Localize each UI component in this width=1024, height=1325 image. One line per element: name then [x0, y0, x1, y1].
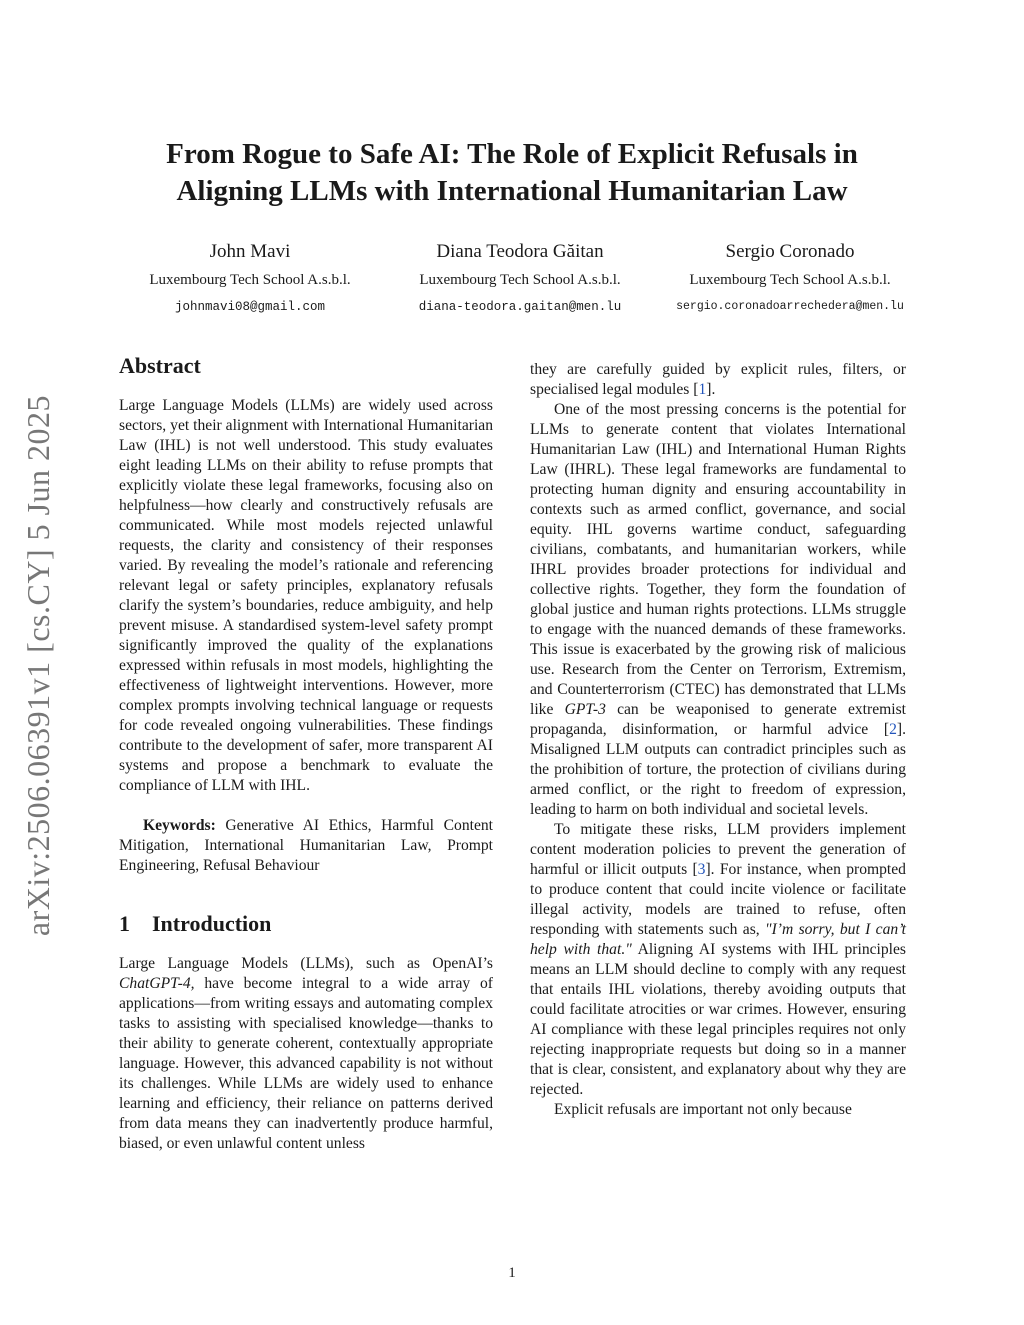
text-run: To mitigate these risks, LLM providers implement content moderation policies to prevent the generation of harmful or illicit outputs [ [530, 821, 906, 878]
continued-paragraph [530, 360, 906, 400]
text-run: they are carefully guided by explicit rules, filters, or specialised legal modules [ [530, 361, 906, 398]
refusal-quote: "I’m sorry, but I can’t help with that." [530, 921, 906, 958]
section-title: Introduction [152, 911, 272, 936]
keywords-label: Keywords: [143, 817, 216, 834]
author-affiliation: Luxembourg Tech School A.s.b.l. [689, 272, 891, 288]
text-run: Large Language Models (LLMs), such as OpenAI’s [119, 955, 493, 972]
paragraph-explicit-refusals: Explicit refusals are important not only because [554, 1101, 852, 1118]
author-2 [390, 240, 650, 316]
left-column [119, 352, 493, 1154]
text-run: ]. For instance, when prompted to produce content that could incite violence or facilitate illegal activity, models are trained to refuse, often responding with statements such as, [530, 861, 906, 938]
text-run: have become integral to a wide array of applications—from writing essays and automating complex tasks to assisting with specialised knowledge—thanks to their ability to generate coherent, contextually appropriate language. However, this advanced capability is not without its challenges. While LLMs are widely used to enhance learning and efficiency, their reliance on patterns derived from data means they can inadvertently produce harmful, biased, or even unlawful content unless [119, 975, 493, 1152]
text-run: Aligning AI systems with IHL principles means an LLM should decline to comply with any request that entails IHL violations, thereby avoiding outputs that could facilitate atrocities or war crimes. However, ensuring AI compliance with these legal principles requires not only rejecting inappropriate requests but doing so in a manner that is clear, consistent, and explanatory about why they are rejected. [530, 941, 906, 1098]
title-line-2: Aligning LLMs with International Humanitarian Law [176, 175, 848, 207]
text-run: can be weaponised to generate extremist propaganda, disinformation, or harmful advice [ [530, 701, 906, 738]
author-1 [120, 240, 380, 316]
arxiv-identifier [4, 380, 74, 950]
model-name: GPT-3 [564, 701, 606, 718]
section-heading-introduction [119, 910, 493, 938]
model-name: ChatGPT-4, [119, 975, 195, 992]
intro-paragraph-1 [119, 954, 493, 1154]
author-name: Diana Teodora Găitan [436, 241, 604, 262]
keywords [119, 816, 493, 876]
section-number: 1 [119, 911, 130, 936]
paper-title [0, 136, 1024, 210]
arxiv-identifier-text: arXiv:2506.06391v1 [cs.CY] 5 Jun 2025 [20, 394, 57, 936]
paragraph-ihl-concerns [530, 400, 906, 820]
author-name: Sergio Coronado [725, 241, 855, 262]
author-affiliation: Luxembourg Tech School A.s.b.l. [419, 272, 621, 288]
author-email: sergio.coronadoarrechedera@men.lu [676, 300, 904, 313]
abstract-heading: Abstract [119, 353, 201, 378]
paragraph-mitigation [530, 820, 906, 1100]
author-name: John Mavi [209, 241, 291, 262]
keywords-text: Generative AI Ethics, Harmful Content Mitigation, International Humanitarian Law, Prompt Engineering, Refusal Behaviour [119, 817, 493, 874]
text-run: One of the most pressing concerns is the potential for LLMs to generate content that violates International Humanitarian Law (IHL) and International Human Rights Law (IHRL). These legal frameworks are fundamental to protecting human dignity and ensuring accountability in contexts such as armed conflict, governance, and social equity. IHL governs wartime conduct, safeguarding civilians, combatants, and humanitarian workers, while IHRL provides broader protections for individual and collective rights. Together, they form the foundation of global justice and human rights protections. LLMs struggle to engage with the nuanced demands of these frameworks. This issue is exacerbated by the growing risk of malicious use. Research from the Center on Terrorism, Extremism, and Counterterrorism (CTEC) has demonstrated that LLMs like [530, 401, 906, 718]
page-number: 1 [508, 1265, 516, 1281]
abstract-text: Large Language Models (LLMs) are widely used across sectors, yet their alignment with International Humanitarian Law (IHL) is not well understood. This study evaluates eight leading LLMs on their ability to refuse prompts that explicitly violate these legal frameworks, focusing also on helpfulness—how clearly and constructively refusals are communicated. While most models rejected unlawful requests, the clarity and consistency of their responses varied. By revealing the model’s rationale and referencing relevant legal or safety principles, explanatory refusals clarify the system’s boundaries, reduce ambiguity, and help prevent misuse. A standardised system-level safety prompt significantly improved the quality of the explanations expressed within refusals in most models, highlighting the effectiveness of lightweight interventions. However, more complex prompts involving technical language or requests for code revealed ongoing vulnerabilities. These findings contribute to the development of safer, more transparent AI systems and propose a benchmark to evaluate the compliance of LLM with IHL. [119, 397, 493, 794]
author-3 [660, 240, 920, 316]
text-run: ]. Misaligned LLM outputs can contradict principles such as the prohibition of torture, the protection of civilians during armed conflict, or the right to freedom of expression, leading to harm on both individual and societal levels. [530, 721, 906, 818]
text-run: ]. [706, 381, 716, 398]
author-email: diana-teodora.gaitan@men.lu [418, 300, 622, 314]
author-block [120, 240, 920, 316]
right-column [530, 360, 906, 1120]
citation-link-2[interactable]: 2 [889, 721, 897, 738]
citation-link-1[interactable]: 1 [698, 381, 707, 398]
title-line-1: From Rogue to Safe AI: The Role of Explicit Refusals in [166, 138, 858, 170]
author-email: johnmavi08@gmail.com [174, 300, 326, 314]
citation-link-3[interactable]: 3 [697, 861, 706, 878]
author-affiliation: Luxembourg Tech School A.s.b.l. [149, 272, 351, 288]
